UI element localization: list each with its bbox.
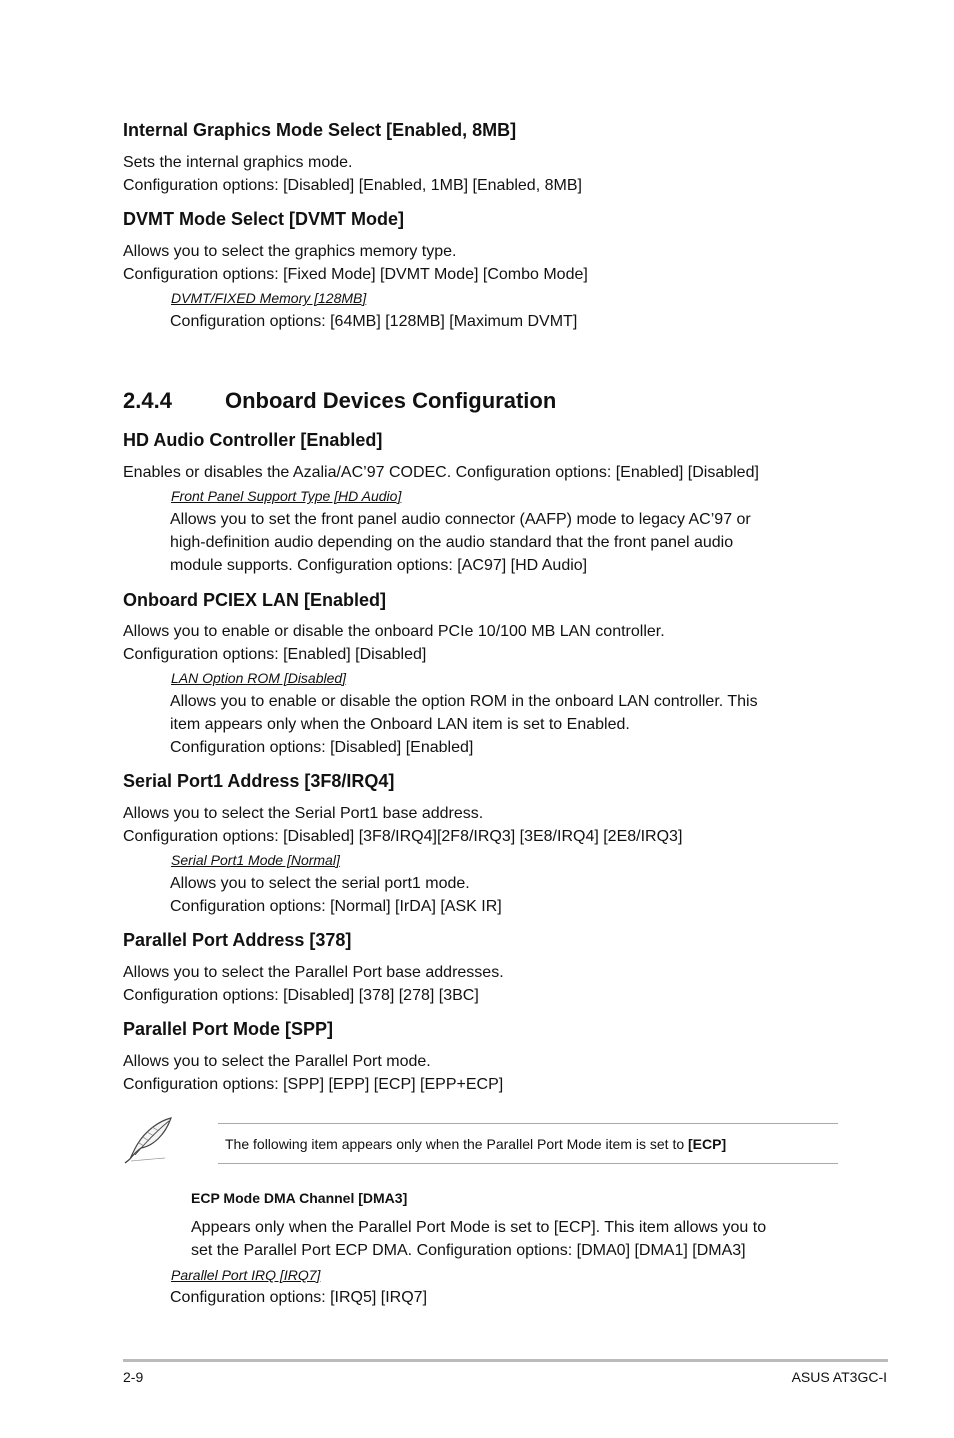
front-panel-line-2: high-definition audio depending on the audio standard that the front panel audio — [170, 534, 734, 551]
parallel-address-options: Configuration options: [Disabled] [378] [278] [3BC] — [123, 987, 479, 1004]
parallel-mode-options: Configuration options: [SPP] [EPP] [ECP] [EPP+ECP] — [123, 1076, 504, 1093]
dvmt-heading: DVMT Mode Select [DVMT Mode] — [123, 209, 405, 229]
parallel-address-description: Allows you to select the Parallel Port base addresses. — [123, 964, 504, 981]
note-text-body: The following item appears only when the Parallel Port Mode item is set to — [225, 1136, 689, 1152]
serial-options: Configuration options: [Disabled] [3F8/IRQ4][2F8/IRQ3] [3E8/IRQ4] [2E8/IRQ3] — [123, 828, 683, 845]
ecp-line-1: Appears only when the Parallel Port Mode is set to [ECP]. This item allows you to — [191, 1219, 767, 1236]
section-number: 2.4.4 — [123, 388, 172, 413]
parallel-mode-heading: Parallel Port Mode [SPP] — [123, 1019, 334, 1039]
ecp-heading: ECP Mode DMA Channel [DMA3] — [191, 1190, 408, 1206]
parallel-irq-options: Configuration options: [IRQ5] [IRQ7] — [170, 1289, 428, 1306]
front-panel-line-1: Allows you to set the front panel audio connector (AAFP) mode to legacy AC’97 or — [170, 511, 751, 528]
lan-rom-line-1: Allows you to enable or disable the option ROM in the onboard LAN controller. This — [170, 693, 758, 710]
lan-heading: Onboard PCIEX LAN [Enabled] — [123, 590, 387, 610]
serial-heading: Serial Port1 Address [3F8/IRQ4] — [123, 771, 395, 791]
hd-audio-heading: HD Audio Controller [Enabled] — [123, 430, 383, 450]
dvmt-options: Configuration options: [Fixed Mode] [DVMT Mode] [Combo Mode] — [123, 266, 588, 283]
note-text-emphasis: [ECP] — [688, 1136, 727, 1152]
ecp-line-2: set the Parallel Port ECP DMA. Configuration options: [DMA0] [DMA1] [DMA3] — [191, 1242, 746, 1259]
feather-note-icon — [123, 1115, 175, 1165]
parallel-address-heading: Parallel Port Address [378] — [123, 930, 352, 950]
dvmt-memory-label: DVMT/FIXED Memory [128MB] — [171, 290, 367, 306]
front-panel-line-3: module supports. Configuration options: [AC97] [HD Audio] — [170, 557, 588, 574]
hd-audio-description: Enables or disables the Azalia/AC’97 CODEC. Configuration options: [Enabled] [Disabled] — [123, 464, 759, 481]
parallel-mode-description: Allows you to select the Parallel Port mode. — [123, 1053, 431, 1070]
dvmt-description: Allows you to select the graphics memory type. — [123, 243, 457, 260]
igd-heading: Internal Graphics Mode Select [Enabled, 8MB] — [123, 120, 517, 140]
lan-options: Configuration options: [Enabled] [Disabled] — [123, 646, 427, 663]
lan-rom-line-2: item appears only when the Onboard LAN item is set to Enabled. — [170, 716, 630, 733]
front-panel-label: Front Panel Support Type [HD Audio] — [171, 488, 402, 504]
lan-rom-label: LAN Option ROM [Disabled] — [171, 670, 347, 686]
note-top-rule — [218, 1123, 838, 1124]
serial-description: Allows you to select the Serial Port1 base address. — [123, 805, 484, 822]
lan-description: Allows you to enable or disable the onboard PCIe 10/100 MB LAN controller. — [123, 623, 665, 640]
product-name: ASUS AT3GC-I — [791, 1369, 887, 1385]
parallel-irq-label: Parallel Port IRQ [IRQ7] — [171, 1267, 321, 1283]
serial-mode-label: Serial Port1 Mode [Normal] — [171, 852, 340, 868]
section-title: Onboard Devices Configuration — [225, 388, 557, 413]
igd-description: Sets the internal graphics mode. — [123, 154, 353, 171]
note-bottom-rule — [218, 1163, 838, 1164]
serial-mode-line-1: Allows you to select the serial port1 mode. — [170, 875, 470, 892]
serial-mode-line-2: Configuration options: [Normal] [IrDA] [ASK IR] — [170, 898, 502, 915]
page-number: 2-9 — [123, 1369, 144, 1385]
lan-rom-line-3: Configuration options: [Disabled] [Enabled] — [170, 739, 474, 756]
dvmt-memory-options: Configuration options: [64MB] [128MB] [Maximum DVMT] — [170, 313, 578, 330]
note-text — [225, 1136, 726, 1152]
igd-options: Configuration options: [Disabled] [Enabled, 1MB] [Enabled, 8MB] — [123, 177, 582, 194]
footer-rule — [123, 1359, 888, 1362]
